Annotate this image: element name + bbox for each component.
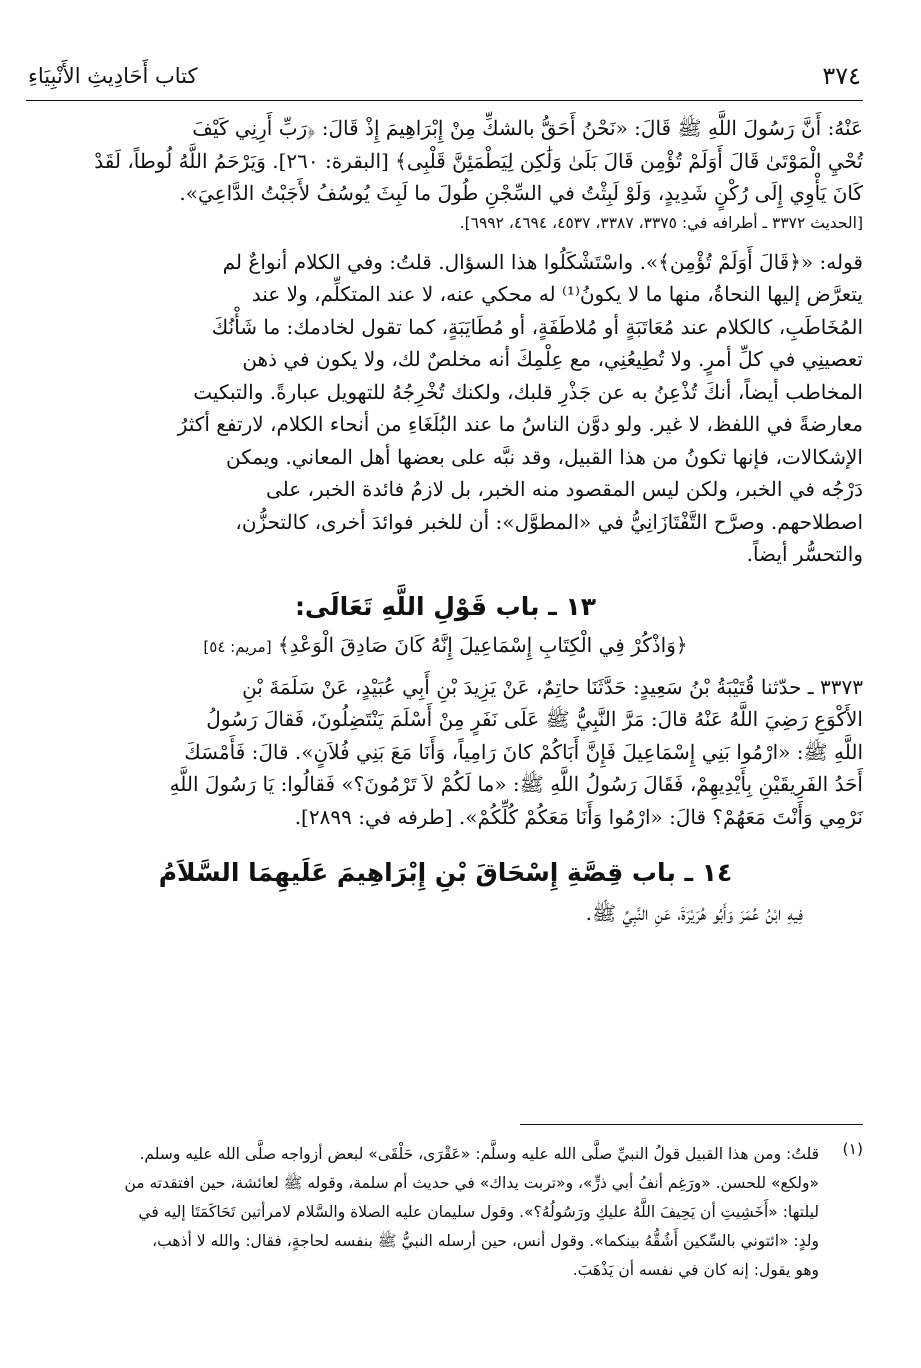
verse-source: [مريم: ٥٤] [203,637,272,656]
quran-verse: ﴿وَاذْكُرْ فِي الْكِتَابِ إِسْمَاعِيلَ إِنَّهُ كَانَ صَادِقَ الْوَعْدِ﴾ [277,632,688,657]
text-line: والتحسُّر أيضاً. [746,542,863,566]
text-line: الإشكالات، فإنها تكونُ من هذا القبيل، وقد نبَّه على بعضها أهل المعاني. ويمكن [226,444,863,469]
text-line: معارضةً في اللفظ، لا غير. ولو دوَّن الناسُ ما عند البُلَغَاءِ من أنحاء الكلام، لارتفع أكثرُ [177,412,863,436]
footnote-line: ليلتها: «أَخَشِيتِ أن يَحِيفَ اللَّهُ عليكِ ورَسُولُهُ؟». وقول سليمان عليه الصلاة والسَّلام لامرأتين تَحَاكَمَتَا إليه في [138,1203,819,1221]
text-line: اصطلاحهم. وصرَّح التَّفْتَازَانِيُّ في «المطوَّل»: أن للخبر فوائدَ أخرى، كالتحزُّن، [235,509,863,534]
page-number: ٣٧٤ [822,62,861,90]
running-header [28,58,861,102]
text-line: دَرْجُه في الخبر، ولكن ليس المقصود منه الخبر، بل لازمُ فائدة الخبر، على [265,477,863,501]
chapter-14-subtitle: فِيهِ ابْنُ عُمَرَ وَأَبُو هُرَيْرَةَ، عَنِ النَّبِيِّ ﷺ. [585,901,803,925]
text-line: عَنْهُ: أَنَّ رَسُولَ اللَّهِ ﷺ قَالَ: «نَحْنُ أَحَقُّ بالشكِّ مِنْ إِبْرَاهِيمَ إِذْ قَالَ: ﴿رَبِّ أَرِنِي كَيْفَ [192,116,863,140]
text-line: المخاطب أيضاً، أنكَ تُذْعِنُ به عن جَذْرِ قلبك، ولكنك تُخْرِجُهُ للتهويل عبارةً. والتبكيت [193,379,863,404]
text-line: تُحْيِ الْمَوْتَىٰ قَالَ أَوَلَمْ تُؤْمِن قَالَ بَلَىٰ وَلَٰكِن لِيَطْمَئِنَّ قَلْبِى﴾ [البقرة: ٢٦٠]. وَيَرْحَمُ اللَّهُ لُوطاً، لَقَدْ [94,148,863,173]
text-line: تعصينِي في كلِّ أمرٍ. ولا تُطِيعُنِي، مع عِلْمِكَ أنه مخلصٌ لك، ولا يكون في ذهن [242,347,863,371]
chapter-13-verse [28,629,863,663]
commentary-text [28,246,863,571]
footnote-line: «ولكع» للحسن. «ورَغِم أنفُ أبي ذرٍّ»، و«تربت يداك» في حديث أم سلمة، وقوله ﷺ لعائشة، حين افتقدته من [124,1174,819,1192]
footnote-marker: (١) [842,1140,863,1158]
hadith-3373-text [28,671,863,834]
text-line: المُخَاطَبِ، كالكلام عند مُعَاتَبَةٍ أو مُلاطَفَةٍ، أو مُطَايَبَةٍ، كما تقول لخادمك: ما شَأْنُكَ [211,314,863,339]
footnote-line: وهو يقول: إنه كان في نفسه أن يَذْهَبَ. [572,1261,819,1279]
footnote-text [28,1140,819,1285]
header-divider [26,100,863,101]
text-line: كَانَ يَأْوِي إِلَى رُكْنٍ شَدِيدٍ، وَلَوْ لَبِثْتُ في السِّجْنِ طُولَ ما لَبِثَ يُوسُفُ لأَجَبْتُ الدَّاعِيَ». [179,181,863,205]
text-line: أَحَدُ الفَرِيقَيْنِ بِأَيْدِيهِمْ، فَقَالَ رَسُولُ اللَّهِ ﷺ: «ما لَكُمْ لاَ تَرْمُونَ؟» فَقالُوا: يَا رَسُولَ اللَّهِ [169,772,863,796]
main-text [28,112,863,929]
hadith-3372-references: [الحديث ٣٣٧٢ ـ أطرافه في: ٣٣٧٥، ٣٣٨٧، ٤٥٣٧، ٤٦٩٤، ٦٩٩٢]. [459,213,863,232]
text-line: قوله: «﴿قَالَ أَوَلَمْ تُؤْمِن﴾». واسْتَشْكَلُوا هذا السؤال. قلتُ: وفي الكلام أنواعٌ لم [222,249,863,274]
footnote-line: ولدٍ: «ائتوني بالسِّكين أَشُقُّهُ بينكما». وقول أنس، حين أرسله النبيُّ ﷺ بنفسه لحاجةٍ، فقال: والله لا أذهب، [152,1232,819,1250]
hadith-3372-text [28,112,863,210]
text-line: ٣٣٧٣ ـ حدّثنا قُتَيْبَةُ بْنُ سَعِيدٍ: حَدَّثَنَا حاتِمٌ، عَنْ يَزِيدَ بْنِ أَبِي عُبَيْدٍ، عَنْ سَلَمَةَ بْنِ [242,674,863,699]
text-line: الأَكْوَعِ رَضِيَ اللَّهُ عَنْهُ قالَ: مَرَّ النَّبِيُّ ﷺ عَلَى نَفَرٍ مِنْ أَسْلَمَ يَنْتَضِلُونَ، فَقالَ رَسُولُ [206,707,863,731]
text-line: اللَّهِ ﷺ: «ارْمُوا بَنِي إِسْمَاعِيلَ فَإِنَّ أَبَاكُمْ كانَ رَامِياً، وَأَنَا مَعَ بَنِي فُلاَنٍ». قالَ: فَأَمْسَكَ [184,739,863,764]
chapter-13-heading: ١٣ ـ باب قَوْلِ اللَّهِ تَعَالَى: [294,591,597,621]
book-title: كتاب أَحَادِيثِ الأَنْبِيَاءِ [28,64,198,88]
footnotes [28,1140,863,1285]
chapter-14-heading: ١٤ ـ باب قِصَّةِ إِسْحَاقَ بْنِ إِبْرَاهِيمَ عَلَيهِمَا السَّلاَمُ [158,858,733,887]
text-line: يتعرَّض إليها النحاةُ، منها ما لا يكونُ⁽¹⁾ له محكي عنه، لا عند المتكلِّم، ولا عند [251,282,863,306]
footnote-divider [520,1124,863,1125]
text-line: نَرْمِي وَأَنْتَ مَعَهُمْ؟ قالَ: «ارْمُوا وَأَنَا مَعَكُمْ كُلِّكُمْ». [طرفه في: ٢٨٩٩]. [294,804,863,829]
footnote-line: قلتُ: ومن هذا القبيل قولُ النبيِّ صلَّى الله عليه وسلَّم: «عَقْرَى، حَلْقَى» لبعض أزواجه صلَّى الله عليه وسلم. [139,1145,819,1163]
